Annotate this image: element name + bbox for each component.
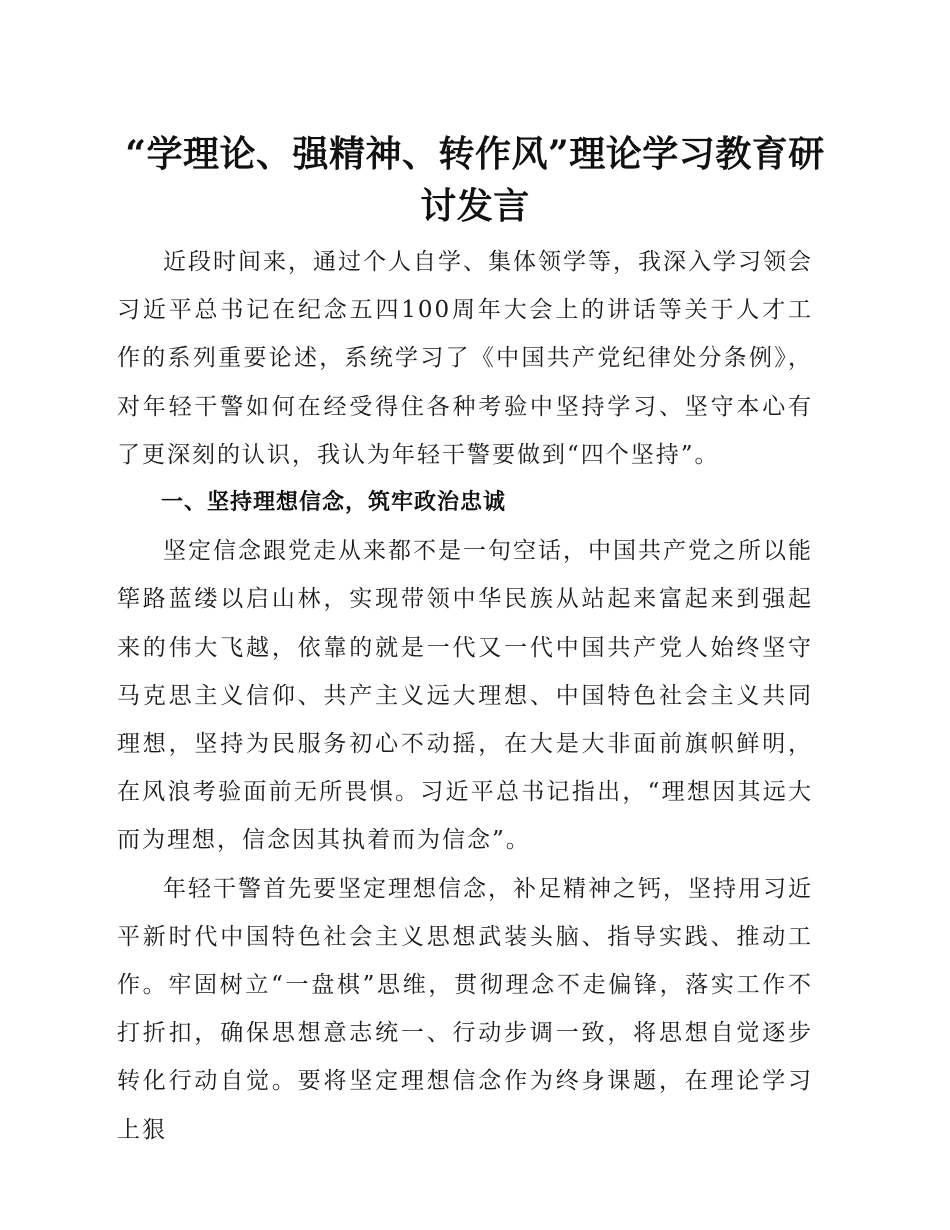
document-title: “学理论、强精神、转作风”理论学习教育研讨发言 [125,133,825,227]
body-paragraph-2: 年轻干警首先要坚定理想信念，补足精神之钙，坚持用习近平新时代中国特色社会主义思想武装头脑、指导实践、推动工作。牢固树立“一盘棋”思维，贯彻理念不走偏锋，落实工作不打折扣，确保思想意志统一、行动步调一致，将思想自觉逐步转化行动自觉。要将坚定理想信念作为终身课题，在理论学习上狠 [117,875,813,1143]
intro-paragraph: 近段时间来，通过个人自学、集体领学等，我深入学习领会习近平总书记在纪念五四100周年大会上的讲话等关于人才工作的系列重要论述，系统学习了《中国共产党纪律处分条例》，对年轻干警如何在经受得住各种考验中坚持学习、坚守本心有了更深刻的认识，我认为年轻干警要做到“四个坚持”。 [117,249,813,468]
section-heading-1: 一、坚持理想信念，筑牢政治忠诚 [161,490,507,516]
body-paragraph-1: 坚定信念跟党走从来都不是一句空话，中国共产党之所以能筚路蓝缕以启山林，实现带领中华民族从站起来富起来到强起来的伟大飞越，依靠的就是一代又一代中国共产党人始终坚守马克思主义信仰、共产主义远大理想、中国特色社会主义共同理想，坚持为民服务初心不动摇，在大是大非面前旗帜鲜明，在风浪考验面前无所畏惧。习近平总书记指出，“理想因其远大而为理想，信念因其执着而为信念”。 [117,538,813,854]
document-body [117,238,813,1154]
